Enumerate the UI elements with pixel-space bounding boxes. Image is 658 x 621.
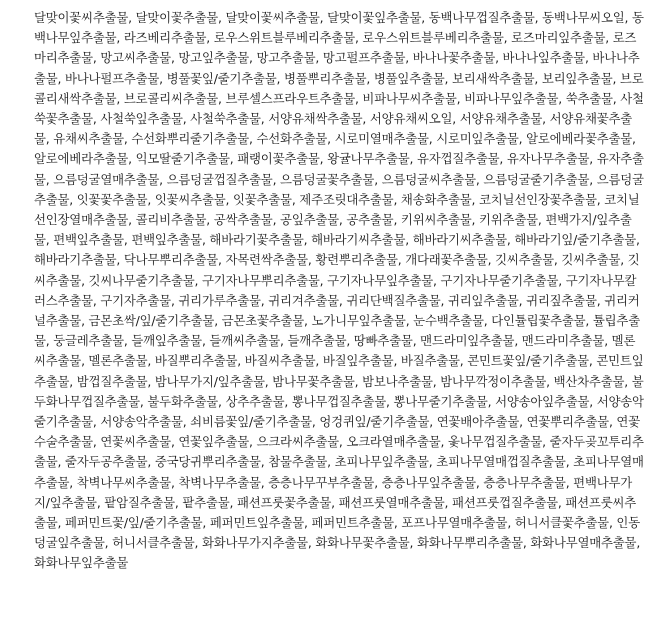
ingredient-list-text: 달맞이꽃씨추출물, 달맞이꽃추출물, 달맞이꽃씨추출물, 달맞이꽃잎추출물, 동백나무껍질추출물, 동백나무씨오일, 동백나무잎추출물, 라즈베리추출물, 로우스위트블루베리추출물, 로우스위트블루베리추출물, 로즈마리잎추출물, 로즈마리추출물, 망고씨추출물, 망고잎추출물, 망고추출물, 망고펄프추출물, 바나나꽃추출물, 바나나잎추출물, 바나나추출물, 바나나펄프추출물, 병풀꽃잎/줄기추출물, 병풀뿌리추출물, 병풀잎추출물, 보리새싹추출물, 보리잎추출물, 브로콜리새싹추출물, 브로콜리씨추출물, 브루셀스프라우트추출물, 비파나무씨추출물, 비파나무잎추출물, 쑥추출물, 사철쑥꽃추출물, 사철쑥잎추출물, 사철쑥추출물, 서양유채싹추출물, 서양유채씨오일, 서양유채추출물, 서양유채꽃추출물, 유채씨추출물, 수선화뿌리줄기추출물, 수선화추출물, 시로미열매추출물, 시로미잎추출물, 알로에베라꽃추출물, 알로에베라추출물, 익모딸줄기추출물, 패랭이꽃추출물, 왕귤나무추출물, 유자껍질추출물, 유자나무추출물, 유자추출물, 으름덩굴열매추출물, 으름덩굴껍질추출물, 으름덩굴꽃추출물, 으름덩굴씨추출물, 으름덩굴줄기추출물, 으름덩굴추출물, 잇꽃꽃추출물, 잇꽃씨추출물, 잇꽃추출물, 제주조릿대추출물, 채송화추출물, 코치닐선인장꽃추출물, 코치닐선인장열매추출물, 콜리비추출물, 공싹추출물, 공잎추출물, 공추출물, 키위씨추출물, 키위추출물, 편백가지/잎추출물, 편백잎추출물, 편백잎추출물, 해바라기꽃추출물, 해바라기씨추출물, 해바라기씨추출물, 해바라기잎/줄기추출물, 해바라기추출물, 닥나무뿌리추출물, 자목련싹추출물, 황련뿌리추출물, 개다래꽃추출물, 깃씨추출물, 깃씨추출물, 깃씨추출물, 깃씨나무줄기추출물, 구기자나무뿌리추출물, 구기자나무잎추출물, 구기자나무줄기추출물, 구기자나무칼러스추출물, 구기자추출물, 귀리가루추출물, 귀리겨추출물, 귀리단백질추출물, 귀리잎추출물, 귀리짚추출물, 귀리커널추출물, 금몬초싹/잎/줄기추출물, 금몬초꽃추출물, 노가니무잎추출물, 눈수백추출물, 다인튤립꽃추출물, 튤립추출물, 둥글레추출물, 들깨잎추출물, 들깨씨추출물, 들깨추출물, 땅빠추출물, 맨드라미잎추출물, 맨드라미추출물, 멜론씨추출물, 멜론추출물, 바질뿌리추출물, 바질씨추출물, 바질잎추출물, 바질추출물, 콘민트꽃잎/줄기추출물, 콘민트잎추출물, 밤껍질추출물, 밤나무가지/잎추출물, 밤나무꽃추출물, 밤보나추출물, 밤나무깍정이추출물, 백산차추출물, 불두화나무껍질추출물, 불두화추출물, 상추추출물, 뽕나무껍질추출물, 뽕나무줄기추출물, 서양송아잎추출물, 서양송악줄기추출물, 서양송악추출물, 쇠비름꽃잎/줄기추출물, 엉겅퀴잎/줄기추출물, 연꽃배아추출물, 연꽃뿌리추출물, 연꽃수술추출물, 연꽃씨추출물, 연꽃잎추출물, 으크라씨추출물, 오크라열매추출물, 옻나무껍질추출물, 줄자두곶꼬투리추출물, 줄자두공추출물, 중국당귀뿌리추출물, 참물추출물, 초피나무잎추출물, 초피나무열매껍질추출물, 초피나무열매추출물, 착벽나무씨추출물, 착벽나무추출물, 층층나무꾸부추출물, 층층나무잎추출물, 층층나무추출물, 편백나무가지/잎추출물, 팥암질추출물, 팥추출물, 패션프룻꽃추출물, 패션프룻열매추출물, 패션프룻껍질추출물, 패션프룻씨추출물, 페퍼민트꽃/잎/줄기추출물, 페퍼민트잎추출물, 페퍼민트추출물, 포프나무열매추출물, 허니서클꽃추출물, 인동덩굴잎추출물, 허니서클추출물, 화화나무가지추출물, 화화나무꽃추출물, 화화나무뿌리추출물, 화화나무열매추출물, 화화나무잎추출물 <box>34 10 644 571</box>
